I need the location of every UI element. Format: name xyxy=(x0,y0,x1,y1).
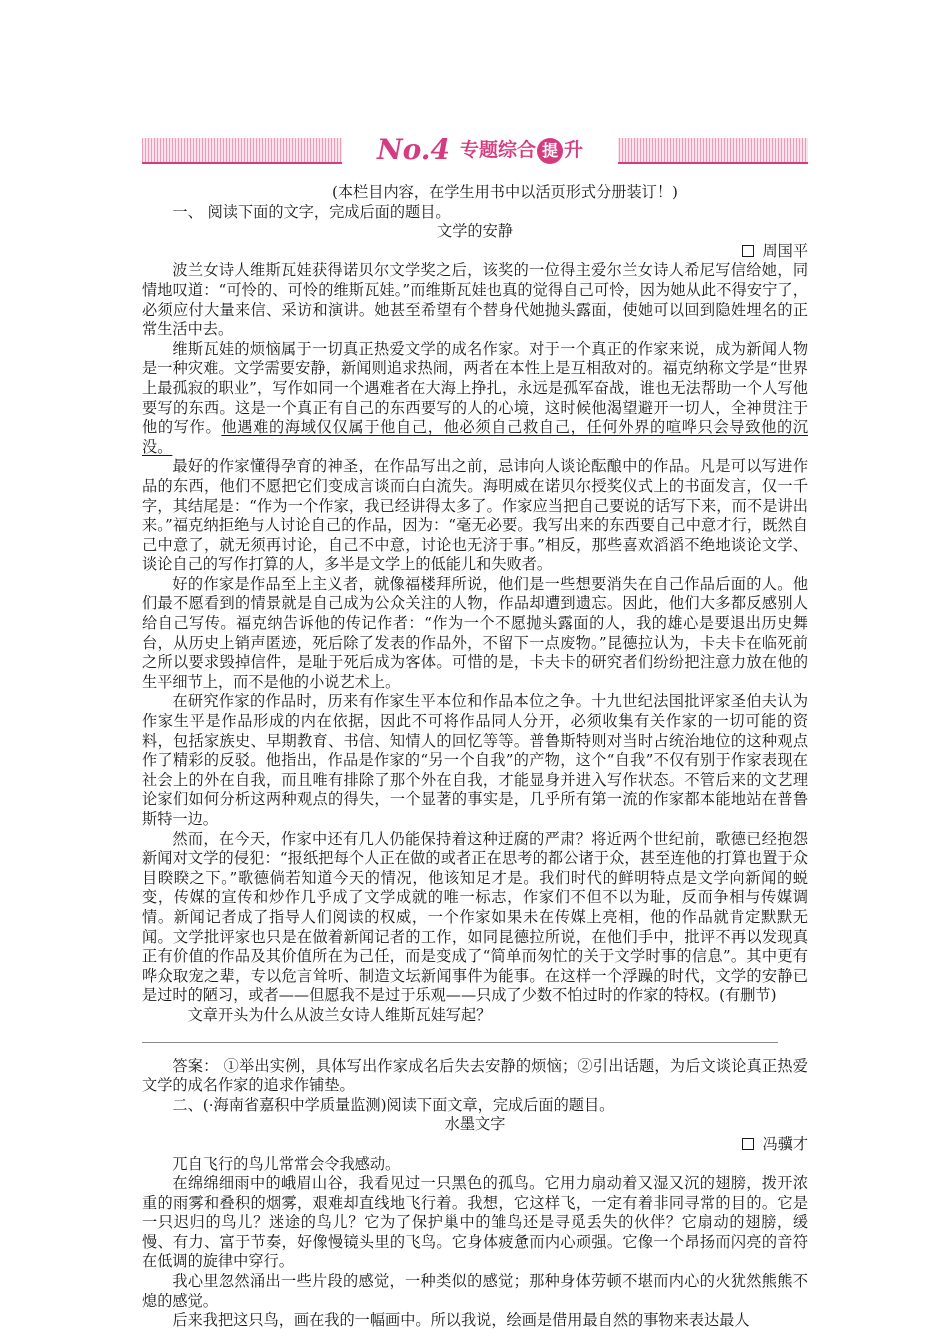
article-title-2: 水墨文字 xyxy=(444,1115,506,1134)
checkbox-square-icon xyxy=(742,1138,754,1150)
paragraph: 在绵绵细雨中的峨眉山谷，我看见过一只黑色的孤鸟。它用力扇动着又湿又沉的翅膀，拨开浓重的雨雾和叠积的烟雾，艰难却直线地飞行着。我想，它这样飞，一定有着非同寻常的目的。它是一只迟归的鸟儿？迷途的鸟儿？它为了保护巢中的雏鸟还是寻觅丢失的伙伴？它扇动的翅膀，缓慢、有力、富于节奏，好像慢镜头里的飞鸟。它身体疲惫而内心顽强。它像一个昂扬而闪亮的音符在低调的旋律中穿行。 xyxy=(142,1174,808,1271)
answer-text: 答案： ①举出实例，具体写出作家成名后失去安静的烦恼；②引出话题，为后文谈论真正热爱文学的成名作家的追求作铺垫。 xyxy=(142,1056,808,1095)
paragraph: 好的作家是作品至上主义者，就像福楼拜所说，他们是一些想要消失在自己作品后面的人。他们最不愿看到的情景就是自己成为公众关注的人物，作品却遭到遗忘。因此，他们大多都反感别人给自己写传。福克纳告诉他的传记作者：“作为一个不愿抛头露面的人，我的雄心是要退出历史舞台，从历史上销声匿迹，死后除了发表的作品外，不留下一点废物。”昆德拉认为，卡夫卡在临死前之所以要求毁掉信件，是耻于死后成为客体。可惜的是，卡夫卡的研究者们纷纷把注意力放在他的生平细节上，而不是他的小说艺术上。 xyxy=(142,574,808,691)
title-text-end: 升 xyxy=(564,138,584,161)
paragraph: 后来我把这只鸟，画在我的一幅画中。所以我说，绘画是借用最自然的事物来表达最人 xyxy=(172,1311,750,1330)
author-line-2 xyxy=(142,1135,808,1155)
underlined-sentence: 他遇难的海域仅仅属于他自己，他必须自己救自己，任何外界的喧哗只会导致他的沉没。 xyxy=(142,418,809,456)
paragraph xyxy=(142,340,808,458)
checkbox-square-icon xyxy=(742,245,754,257)
document-body xyxy=(142,183,808,1331)
title-text: 专题综合 xyxy=(459,138,536,161)
binding-note: (本栏目内容，在学生用书中以活页形式分册装订！) xyxy=(332,183,678,201)
paragraph: 我心里忽然涌出一些片段的感觉，一种类似的感觉；那种身体劳顿不堪而内心的火犹然熊熊不熄的感觉。 xyxy=(142,1272,808,1310)
paragraph-text: 维斯瓦娃的烦恼属于一切真正热爱文学的成名作家。对于一个真正的作家来说，成为新闻人物是一种灾难。文学需要安静，新闻则追求热闹，两者在本性上是互相敌对的。福克纳称文学是“世界上最孤寂的职业”，写作如同一个遇难者在大海上挣扎，永远是孤军奋战，谁也无法帮助一个人写他要写的东西。这是一个真正有自己的东西要写的人的心境，这时候他渴望避开一切人，全神贯注于他的写作。 xyxy=(142,339,808,437)
answer-blank-line xyxy=(142,1042,778,1043)
paragraph: 在研究作家的作品时，历来有作家生平本位和作品本位之争。十九世纪法国批评家圣伯夫认为作家生平是作品形成的内在依据，因此不可将作品同人分开，必须收集有关作家的一切可能的资料，包括家族史、早期教育、书信、知情人的回忆等等。普鲁斯特则对当时占统治地位的这种观点作了精彩的反驳。他指出，作品是作家的“另一个自我”的产物，这个“自我”不仅有别于作家表现在社会上的外在自我，而且唯有排除了那个外在自我，才能显身并进入写作状态。不管后来的文艺理论家们如何分析这两种观点的得失，一个显著的事实是，几乎所有第一流的作家都本能地站在普鲁斯特一边。 xyxy=(142,692,808,828)
section-title xyxy=(460,135,583,164)
question-text: 文章开头为什么从波兰女诗人维斯瓦娃写起？ xyxy=(187,1005,492,1024)
section-banner xyxy=(142,128,808,170)
article-title-1: 文学的安静 xyxy=(437,222,513,241)
paragraph: 波兰女诗人维斯瓦娃获得诺贝尔文学奖之后，该奖的一位得主爱尔兰女诗人希尼写信给她，同情地叹道：“可怜的、可怜的维斯瓦娃。”而维斯瓦娃也真的觉得自己可怜，因为她从此不得安宁了，必须应付大量来信、采访和演讲。她甚至希望有个替身代她抛头露面，使她可以回到隐姓埋名的正常生活中去。 xyxy=(142,261,808,339)
title-circle-char: 提 xyxy=(537,138,563,164)
paragraph: 兀自飞行的鸟儿常常会令我感动。 xyxy=(172,1154,401,1173)
paragraph: 最好的作家懂得孕育的神圣，在作品写出之前，忌讳向人谈论酝酿中的作品。凡是可以写进作品的东西，他们不愿把它们变成言谈而白白流失。海明威在诺贝尔授奖仪式上的书面发言，仅一千字，其结尾是：“作为一个作家，我已经讲得太多了。作家应当把自己要说的话写下来，而不是讲出来。”福克纳拒绝与人讨论自己的作品，因为：“毫无必要。我写出来的东西要自己中意才行，既然自己中意了，就无须再讨论，自己不中意，讨论也无济于事。”相反，那些喜欢滔滔不绝地谈论文学、谈论自己的写作打算的人，多半是文学上的低能儿和失败者。 xyxy=(142,457,808,574)
question-heading-2: 二、(·海南省嘉积中学质量监测)阅读下面文章，完成后面的题目。 xyxy=(172,1095,615,1114)
paragraph: 然而，在今天，作家中还有几人仍能保持着这种迂腐的严肃？将近两个世纪前，歌德已经抱怨新闻对文学的侵犯：“报纸把每个人正在做的或者正在思考的都公诸于众，甚至连他的打算也置于众目睽睽之下。”歌德倘若知道今天的情况，他该知足才是。我们时代的鲜明特点是文学向新闻的蜕变，传媒的宣传和炒作几乎成了文学成就的唯一标志，作家们不但不以为耻，反而争相与传媒调情。新闻记者成了指导人们阅读的权威，一个作家如果未在传媒上亮相，他的作品就肯定默默无闻。文学批评家也只是在做着新闻记者的工作，如同昆德拉所说，在他们手中，批评不再以发现真正有价值的作品及其价值所在为己任，而是变成了“简单而匆忙的关于文学时事的信息”。其中更有哗众取宠之辈，专以危言耸听、制造文坛新闻事件为能事。在这样一个浮躁的时代，文学的安静已是过时的陋习，或者——但愿我不是过于乐观——只成了少数不怕过时的作家的特权。(有删节) xyxy=(142,829,808,1005)
banner-title-group xyxy=(342,128,618,170)
author-name-2: 冯骥才 xyxy=(762,1134,808,1153)
author-line-1 xyxy=(142,242,808,262)
author-name-1: 周国平 xyxy=(762,241,808,260)
question-heading-1: 一、 阅读下面的文字，完成后面的题目。 xyxy=(172,202,451,221)
section-number: No.4 xyxy=(376,132,450,166)
